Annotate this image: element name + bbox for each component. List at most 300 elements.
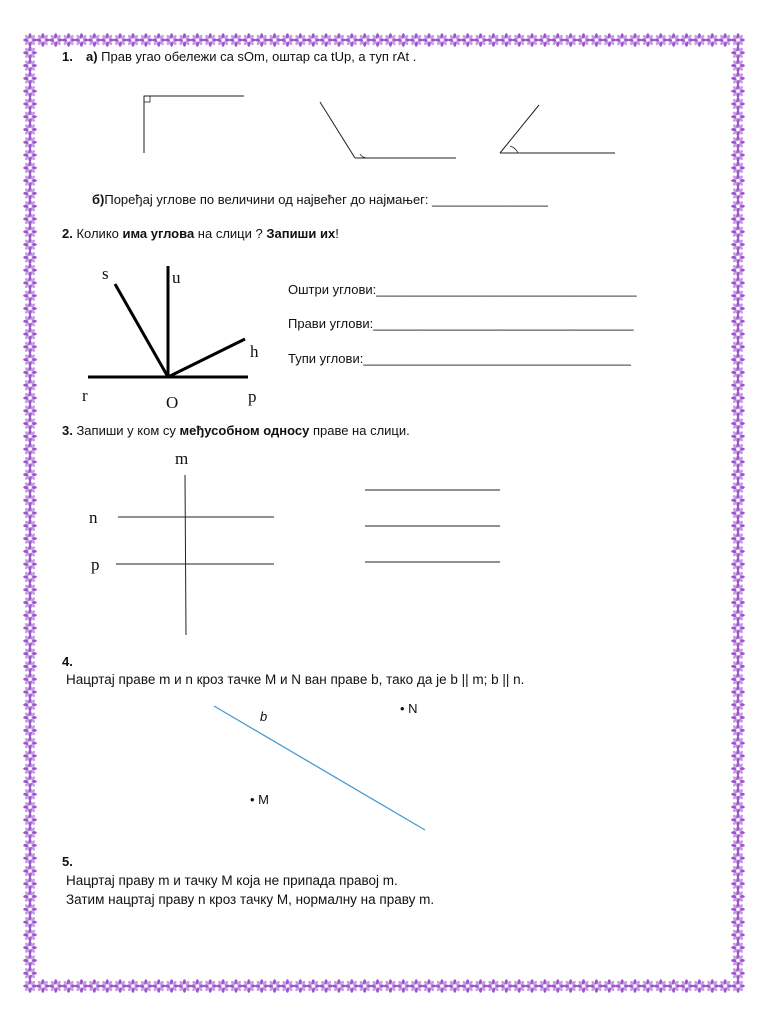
flower-icon	[23, 596, 37, 610]
flower-icon	[23, 557, 37, 571]
flower-icon	[23, 647, 37, 661]
flower-icon	[731, 404, 745, 418]
q5-number: 5.	[62, 854, 73, 869]
flower-icon	[319, 33, 333, 47]
line-b	[214, 706, 425, 830]
q2-text-part: на слици ?	[194, 226, 267, 241]
flower-icon	[731, 762, 745, 776]
flower-icon	[731, 481, 745, 495]
q4-line-b	[210, 700, 440, 840]
flower-icon	[435, 979, 449, 993]
flower-icon	[731, 161, 745, 175]
flower-icon	[319, 979, 333, 993]
flower-icon	[731, 775, 745, 789]
flower-icon	[499, 979, 513, 993]
flower-icon	[23, 148, 37, 162]
q2-label-o: O	[166, 393, 179, 412]
flower-icon	[191, 33, 205, 47]
flower-icon	[731, 749, 745, 763]
flower-icon	[615, 979, 629, 993]
flower-icon	[397, 979, 411, 993]
flower-icon	[75, 979, 89, 993]
flower-icon	[49, 979, 63, 993]
flower-icon	[36, 979, 50, 993]
flower-icon	[23, 199, 37, 213]
flower-icon	[36, 33, 50, 47]
flower-icon	[23, 123, 37, 137]
flower-icon	[461, 33, 475, 47]
flower-icon	[731, 685, 745, 699]
q1-part-a-text: Прав угао обележи са sOm, оштар са tUp, а туп rAt .	[97, 49, 417, 64]
flower-icon	[23, 187, 37, 201]
flower-icon	[525, 33, 539, 47]
flower-icon	[667, 979, 681, 993]
flower-icon	[731, 915, 745, 929]
q1-part-a	[86, 49, 416, 64]
flower-icon	[23, 97, 37, 111]
flower-icon	[641, 33, 655, 47]
flower-icon	[731, 902, 745, 916]
q1-part-a-label: a)	[86, 49, 98, 64]
flower-icon	[615, 33, 629, 47]
flower-icon	[731, 378, 745, 392]
flower-icon	[23, 442, 37, 456]
flower-icon	[564, 979, 578, 993]
flower-icon	[255, 979, 269, 993]
flower-icon	[731, 251, 745, 265]
flower-icon	[731, 877, 745, 891]
flower-icon	[23, 621, 37, 635]
flower-icon	[203, 33, 217, 47]
flower-icon	[731, 46, 745, 60]
flower-icon	[165, 33, 179, 47]
flower-icon	[731, 174, 745, 188]
flower-icon	[590, 33, 604, 47]
flower-icon	[731, 366, 745, 380]
flower-icon	[705, 33, 719, 47]
flower-icon	[23, 46, 37, 60]
flower-icon	[203, 979, 217, 993]
flower-icon	[23, 915, 37, 929]
q4-point-m: • M	[250, 792, 269, 807]
flower-icon	[718, 979, 732, 993]
flower-icon	[384, 979, 398, 993]
flower-icon	[680, 33, 694, 47]
q3-label-p: p	[91, 555, 100, 574]
flower-icon	[23, 800, 37, 814]
flower-icon	[409, 33, 423, 47]
flower-icon	[23, 519, 37, 533]
flower-icon	[435, 33, 449, 47]
flower-icon	[654, 979, 668, 993]
flower-icon	[731, 493, 745, 507]
q2-label-p: p	[248, 387, 257, 406]
flower-icon	[564, 33, 578, 47]
angle-acute-ray-slanted	[500, 105, 539, 153]
flower-icon	[23, 711, 37, 725]
flower-icon	[358, 33, 372, 47]
flower-icon	[294, 33, 308, 47]
flower-icon	[731, 33, 745, 47]
flower-icon	[461, 979, 475, 993]
flower-icon	[23, 826, 37, 840]
flower-icon	[23, 775, 37, 789]
flower-icon	[88, 979, 102, 993]
flower-icon	[731, 442, 745, 456]
flower-icon	[23, 890, 37, 904]
flower-icon	[731, 851, 745, 865]
q4-label-b: b	[260, 709, 268, 724]
flower-icon	[731, 583, 745, 597]
flower-icon	[577, 33, 591, 47]
q3-lines-figure	[110, 470, 280, 640]
flower-icon	[731, 545, 745, 559]
flower-icon	[487, 979, 501, 993]
flower-icon	[23, 468, 37, 482]
flower-icon	[23, 877, 37, 891]
q2-label-u: u	[172, 268, 181, 287]
flower-icon	[23, 276, 37, 290]
q1-part-b	[92, 192, 548, 207]
flower-icon	[23, 839, 37, 853]
flower-icon	[667, 33, 681, 47]
flower-icon	[602, 33, 616, 47]
q4-text: Нацртај праве m и n кроз тачке M и N ван праве b, тако да је b || m; b || n.	[66, 672, 525, 687]
flower-icon	[731, 596, 745, 610]
flower-icon	[268, 979, 282, 993]
flower-icon	[306, 33, 320, 47]
flower-icon	[229, 979, 243, 993]
flower-icon	[23, 851, 37, 865]
flower-icon	[113, 33, 127, 47]
flower-icon	[731, 302, 745, 316]
flower-icon	[23, 762, 37, 776]
flower-icon	[474, 979, 488, 993]
flower-icon	[23, 353, 37, 367]
flower-icon	[345, 979, 359, 993]
flower-icon	[371, 979, 385, 993]
flower-icon	[731, 289, 745, 303]
flower-icon	[731, 941, 745, 955]
q1-part-b-label: б)	[92, 192, 105, 207]
flower-icon	[654, 33, 668, 47]
q2-text-part: !	[335, 226, 339, 241]
flower-icon	[23, 608, 37, 622]
flower-icon	[23, 417, 37, 431]
q2-text	[62, 226, 339, 241]
flower-icon	[731, 736, 745, 750]
q2-answer-obtuse: Тупи углови:_____________________________________	[288, 351, 631, 366]
flower-icon	[731, 864, 745, 878]
flower-icon	[23, 174, 37, 188]
q1-part-b-text: Поређај углове по величини од највећег до најмањег: ________________	[104, 192, 548, 207]
flower-icon	[23, 72, 37, 86]
flower-icon	[512, 979, 526, 993]
flower-icon	[229, 33, 243, 47]
flower-icon	[731, 276, 745, 290]
flower-icon	[731, 570, 745, 584]
flower-icon	[731, 199, 745, 213]
flower-icon	[705, 979, 719, 993]
flower-icon	[345, 33, 359, 47]
flower-icon	[693, 979, 707, 993]
flower-icon	[731, 455, 745, 469]
flower-icon	[152, 979, 166, 993]
flower-icon	[23, 570, 37, 584]
flower-icon	[731, 813, 745, 827]
flower-icon	[731, 238, 745, 252]
flower-icon	[731, 468, 745, 482]
q5-line-2: Затим нацртај праву n кроз тачку M, нормалну на праву m.	[66, 892, 435, 907]
ray-oh	[168, 339, 245, 377]
flower-icon	[126, 979, 140, 993]
flower-icon	[23, 238, 37, 252]
q3-text-bold: међусобном односу	[179, 423, 310, 438]
flower-icon	[731, 59, 745, 73]
flower-icon	[731, 966, 745, 980]
flower-icon	[731, 148, 745, 162]
flower-icon	[551, 33, 565, 47]
flower-icon	[23, 110, 37, 124]
flower-icon	[152, 33, 166, 47]
flower-icon	[731, 698, 745, 712]
flower-icon	[23, 59, 37, 73]
angle-obtuse-arc	[360, 154, 368, 158]
flower-icon	[23, 506, 37, 520]
flower-icon	[731, 187, 745, 201]
flower-icon	[191, 979, 205, 993]
q4-point-n: • N	[400, 701, 418, 716]
flower-icon	[731, 711, 745, 725]
flower-icon	[88, 33, 102, 47]
flower-icon	[216, 33, 230, 47]
flower-icon	[139, 979, 153, 993]
flower-icon	[23, 366, 37, 380]
flower-icon	[23, 928, 37, 942]
flower-icon	[332, 33, 346, 47]
flower-icon	[448, 979, 462, 993]
flower-icon	[23, 532, 37, 546]
q4-number: 4.	[62, 654, 73, 669]
flower-icon	[731, 532, 745, 546]
flower-icon	[731, 417, 745, 431]
flower-icon	[731, 429, 745, 443]
flower-icon	[23, 954, 37, 968]
q3-number: 3.	[62, 423, 73, 438]
flower-icon	[23, 263, 37, 277]
right-angle-mark	[144, 96, 150, 102]
flower-icon	[731, 263, 745, 277]
angle-acute-arc	[510, 146, 518, 153]
q1-number: 1.	[62, 49, 73, 64]
angle-obtuse-ray-slanted	[320, 102, 355, 158]
flower-icon	[23, 736, 37, 750]
flower-icon	[731, 621, 745, 635]
q2-label-s: s	[102, 264, 109, 283]
flower-icon	[242, 979, 256, 993]
q2-text-part: Колико	[72, 226, 123, 241]
flower-icon	[23, 685, 37, 699]
flower-icon	[731, 135, 745, 149]
flower-icon	[731, 506, 745, 520]
flower-icon	[23, 212, 37, 226]
flower-icon	[641, 979, 655, 993]
flower-icon	[731, 340, 745, 354]
flower-icon	[731, 839, 745, 853]
flower-icon	[281, 979, 295, 993]
q2-label-h: h	[250, 342, 259, 361]
flower-icon	[499, 33, 513, 47]
flower-icon	[23, 749, 37, 763]
line-m	[185, 475, 186, 635]
q2-answer-acute: Оштри углови:____________________________________	[288, 282, 637, 297]
flower-icon	[23, 902, 37, 916]
flower-icon	[628, 979, 642, 993]
flower-icon	[165, 979, 179, 993]
flower-icon	[358, 979, 372, 993]
flower-icon	[23, 225, 37, 239]
flower-icon	[384, 33, 398, 47]
flower-icon	[113, 979, 127, 993]
flower-icon	[268, 33, 282, 47]
flower-icon	[448, 33, 462, 47]
flower-icon	[525, 979, 539, 993]
flower-icon	[23, 966, 37, 980]
q3-label-m: m	[175, 449, 189, 468]
flower-icon	[23, 481, 37, 495]
q2-number: 2.	[62, 226, 73, 241]
flower-icon	[731, 110, 745, 124]
flower-icon	[23, 404, 37, 418]
flower-icon	[731, 787, 745, 801]
flower-icon	[242, 33, 256, 47]
flower-icon	[23, 340, 37, 354]
flower-icon	[23, 161, 37, 175]
flower-icon	[731, 314, 745, 328]
flower-icon	[731, 800, 745, 814]
flower-icon	[23, 724, 37, 738]
flower-icon	[731, 672, 745, 686]
flower-icon	[731, 890, 745, 904]
flower-icon	[731, 391, 745, 405]
flower-icon	[332, 979, 346, 993]
flower-icon	[23, 455, 37, 469]
flower-icon	[718, 33, 732, 47]
flower-icon	[731, 608, 745, 622]
flower-icon	[23, 787, 37, 801]
flower-icon	[23, 813, 37, 827]
flower-icon	[23, 545, 37, 559]
flower-icon	[75, 33, 89, 47]
flower-icon	[23, 391, 37, 405]
flower-icon	[178, 979, 192, 993]
q3-answer-lines	[365, 480, 505, 570]
q1-angles-figure	[130, 88, 630, 163]
q2-text-bold: има углова	[122, 226, 195, 241]
flower-icon	[422, 979, 436, 993]
flower-icon	[23, 634, 37, 648]
flower-icon	[731, 660, 745, 674]
flower-icon	[590, 979, 604, 993]
flower-icon	[551, 979, 565, 993]
flower-icon	[23, 979, 37, 993]
flower-icon	[126, 33, 140, 47]
flower-icon	[23, 302, 37, 316]
flower-icon	[23, 135, 37, 149]
flower-icon	[731, 647, 745, 661]
flower-icon	[23, 289, 37, 303]
flower-icon	[731, 72, 745, 86]
flower-icon	[23, 660, 37, 674]
flower-icon	[23, 493, 37, 507]
flower-icon	[49, 33, 63, 47]
flower-icon	[628, 33, 642, 47]
flower-icon	[23, 327, 37, 341]
flower-icon	[23, 251, 37, 265]
flower-icon	[731, 519, 745, 533]
flower-icon	[731, 353, 745, 367]
flower-icon	[422, 33, 436, 47]
flower-icon	[62, 979, 76, 993]
flower-icon	[538, 979, 552, 993]
flower-icon	[178, 33, 192, 47]
q3-label-n: n	[89, 508, 98, 527]
flower-icon	[731, 928, 745, 942]
flower-icon	[538, 33, 552, 47]
flower-icon	[731, 826, 745, 840]
flower-icon	[23, 84, 37, 98]
flower-icon	[23, 672, 37, 686]
flower-icon	[602, 979, 616, 993]
flower-icon	[23, 583, 37, 597]
q3-text-part: праве на слици.	[309, 423, 410, 438]
flower-icon	[306, 979, 320, 993]
flower-icon	[294, 979, 308, 993]
flower-icon	[731, 212, 745, 226]
flower-icon	[23, 378, 37, 392]
q2-label-r: r	[82, 386, 88, 405]
flower-icon	[23, 698, 37, 712]
flower-icon	[693, 33, 707, 47]
flower-icon	[100, 979, 114, 993]
flower-icon	[680, 979, 694, 993]
flower-icon	[139, 33, 153, 47]
flower-icon	[397, 33, 411, 47]
flower-icon	[23, 429, 37, 443]
flower-icon	[731, 724, 745, 738]
flower-icon	[487, 33, 501, 47]
flower-icon	[731, 123, 745, 137]
q5-line-1: Нацртај праву m и тачку M која не припада правој m.	[66, 873, 398, 888]
flower-icon	[731, 327, 745, 341]
flower-icon	[409, 979, 423, 993]
q3-text	[62, 423, 410, 438]
flower-icon	[255, 33, 269, 47]
flower-icon	[731, 225, 745, 239]
flower-icon	[100, 33, 114, 47]
flower-icon	[512, 33, 526, 47]
q3-text-part: Запиши у ком су	[72, 423, 180, 438]
q2-answer-right: Прави углови:____________________________________	[288, 316, 634, 331]
flower-icon	[731, 97, 745, 111]
flower-icon	[731, 634, 745, 648]
flower-icon	[474, 33, 488, 47]
flower-icon	[62, 33, 76, 47]
flower-icon	[731, 84, 745, 98]
flower-icon	[23, 864, 37, 878]
flower-icon	[23, 314, 37, 328]
flower-icon	[731, 557, 745, 571]
